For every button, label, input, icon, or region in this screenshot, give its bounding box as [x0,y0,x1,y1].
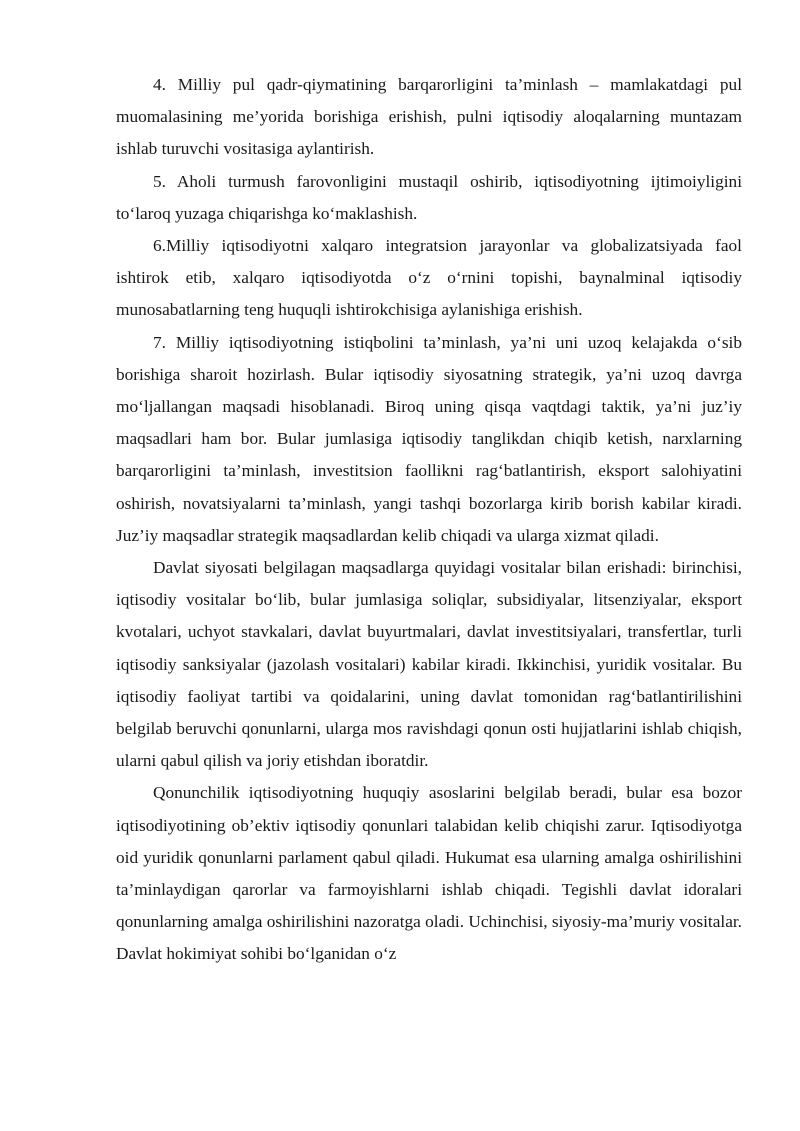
paragraph-item-4: 4. Milliy pul qadr-qiymatining barqarorligini ta’minlash – mamlakatdagi pul muomalasining me’yorida borishiga erishish, pulni iqtisodiy aloqalarning muntazam ishlab turuvchi vositasiga aylantirish. [116,75,742,159]
paragraph-item-7: 7. Milliy iqtisodiyotning istiqbolini ta’minlash, ya’ni uni uzoq kelajakda o‘sib borishiga sharoit hozirlash. Bular iqtisodiy siyosatning strategik, ya’ni uzoq davrga mo‘ljallangan maqsadi hisoblanadi. Biroq uning qisqa vaqtdagi taktik, ya’ni juz’iy maqsadlari ham bor. Bular jumlasiga iqtisodiy tanglikdan chiqib ketish, narxlarning barqarorligini ta’minlash, investitsion faollikni rag‘batlantirish, eksport salohiyatini oshirish, novatsiyalarni ta’minlash, yangi tashqi bozorlarga kirib borish kabilar kiradi. Juz’iy maqsadlar strategik maqsadlardan kelib chiqadi va ularga xizmat qiladi. [116,332,742,545]
paragraph-item-5: 5. Aholi turmush farovonligini mustaqil oshirib, iqtisodiyotning ijtimoiyligini to‘laroq yuzaga chiqarishga ko‘maklashish. [116,171,742,223]
paragraph-item-6: 6.Milliy iqtisodiyotni xalqaro integratsion jarayonlar va globalizatsiyada faol ishtirok etib, xalqaro iqtisodiyotda o‘z o‘rnini topishi, baynalminal iqtisodiy munosabatlarning teng huquqli ishtirokchisiga aylanishiga erishish. [116,236,742,320]
paragraph-legislation: Qonunchilik iqtisodiyotning huquqiy asoslarini belgilab beradi, bular esa bozor iqtisodiyotining ob’ektiv iqtisodiy qonunlari talabidan kelib chiqishi zarur. Iqtisodiyotga oid yuridik qonunlarni parlament qabul qiladi. Hukumat esa ularning amalga oshirilishini ta’minlaydigan qarorlar va farmoyishlarni ishlab chiqadi. Tegishli davlat idoralari qonunlarning amalga oshirilishini nazoratga oladi. Uchinchisi, siyosiy-ma’muriy vositalar. Davlat hokimiyat sohibi bo‘lganidan o‘z [116,783,742,964]
paragraph-policy-tools: Davlat siyosati belgilagan maqsadlarga quyidagi vositalar bilan erishadi: birinchisi, iqtisodiy vositalar bo‘lib, bular jumlasiga soliqlar, subsidiyalar, litsenziyalar, eksport kvotalari, uchyot stavkalari, davlat buyurtmalari, davlat investitsiyalari, transfertlar, turli iqtisodiy sanksiyalar (jazolash vositalari) kabilar kiradi. Ikkinchisi, yuridik vositalar. Bu iqtisodiy faoliyat tartibi va qoidalarini, uning davlat tomonidan rag‘batlantirilishini belgilab beruvchi qonunlarni, ularga mos ravishdagi qonun osti hujjatlarini ishlab chiqish, ularni qabul qilish va joriy etishdan iboratdir. [116,558,742,771]
document-body [116,69,742,971]
